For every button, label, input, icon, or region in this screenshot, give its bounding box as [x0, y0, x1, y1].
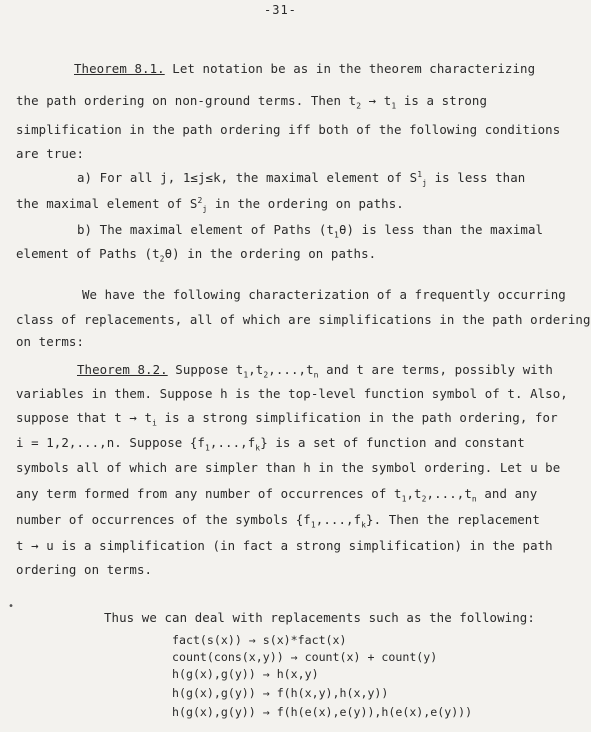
- page-number: -31-: [264, 3, 297, 17]
- theorem-8-1-line-2: the path ordering on non-ground terms. Then $t_2 \to t_1$ is a strong: [16, 93, 488, 111]
- theorem-8-1-line-4: are true:: [16, 146, 85, 161]
- theorem-8-2-line-4: i = 1,2,...,n. Suppose $\{f_1,...,f_k\}$ is a set of function and constant: [16, 435, 525, 453]
- condition-a-line-2: the maximal element of $S^2_j$ in the ordering on paths.: [16, 195, 404, 214]
- formula-line: h(g(x),g(y)) → h(x,y): [172, 667, 319, 681]
- theorem-8-1-line-3: simplification in the path ordering iff both of the following conditions: [16, 122, 561, 137]
- formula-line: h(g(x),g(y)) → f(h(x,y),h(x,y)): [172, 686, 389, 700]
- theorem-8-2-line-6: any term formed from any number of occurrences of $t_1,t_2,...,t_n$ and any: [16, 486, 538, 504]
- formula-line: fact(s(x)) → s(x)*fact(x): [172, 633, 347, 647]
- theorem-8-2-line-8: t → u is a simplification (in fact a strong simplification) in the path: [16, 538, 553, 553]
- theorem-8-2-line-3: suppose that $t \to t_i$ is a strong simplification in the path ordering, for: [16, 410, 558, 428]
- theorem-8-2-line-1: Theorem 8.2. Suppose $t_1,t_2,...,t_n$ and t are terms, possibly with: [77, 362, 553, 380]
- formula-line: count(cons(x,y)) → count(x) + count(y): [172, 650, 438, 664]
- condition-b-line-2: element of Paths $(t_2\theta)$ in the ordering on paths.: [16, 246, 377, 264]
- theorem-8-2-line-5: symbols all of which are simpler than h in the symbol ordering. Let u be: [16, 460, 561, 475]
- characterization-line-2: class of replacements, all of which are simplifications in the path ordering: [16, 312, 591, 327]
- characterization-line-3: on terms:: [16, 334, 85, 349]
- theorem-8-2-line-7: number of occurrences of the symbols $\{f_1,...,f_k\}$. Then the replacement: [16, 512, 540, 530]
- theorem-8-2-line-2: variables in them. Suppose h is the top-level function symbol of t. Also,: [16, 386, 568, 401]
- characterization-line-1: We have the following characterization of a frequently occurring: [82, 287, 566, 302]
- theorem-8-2-line-9: ordering on terms.: [16, 562, 153, 577]
- condition-b-line-1: b) The maximal element of Paths $(t_1\theta)$ is less than the maximal: [77, 222, 544, 240]
- theorem-8-1-label: Theorem 8.1.: [74, 61, 165, 76]
- condition-a-line-1: a) For all j, 1≤j≤k, the maximal element of $S^1_j$ is less than: [77, 169, 526, 188]
- theorem-8-2-label: Theorem 8.2.: [77, 362, 168, 377]
- margin-dot: •: [8, 601, 15, 612]
- theorem-8-1-line-1: Theorem 8.1. Let notation be as in the theorem characterizing: [74, 61, 536, 76]
- replacements-intro: Thus we can deal with replacements such as the following:: [104, 610, 535, 625]
- formula-line: h(g(x),g(y)) → f(h(e(x),e(y)),h(e(x),e(y))): [172, 705, 473, 719]
